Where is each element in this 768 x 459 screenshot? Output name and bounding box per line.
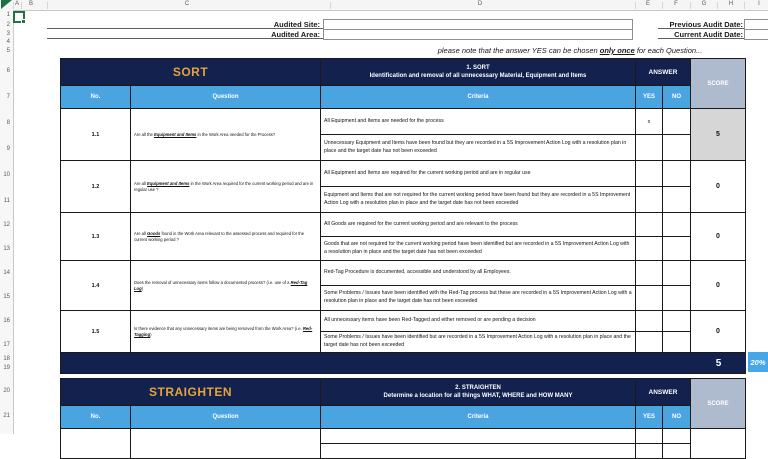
question-cell: Are all the Equipment and Items in the Work Area needed for the Process? [131, 109, 321, 161]
select-all-corner-icon[interactable] [1, 0, 12, 9]
row-header-21[interactable]: 21 [3, 413, 10, 419]
criteria-column-header: Criteria [321, 86, 636, 109]
row-header-4[interactable]: 4 [6, 39, 10, 45]
row-header-7[interactable]: 7 [6, 94, 10, 100]
current-audit-date-label: Current Audit Date: [674, 30, 743, 39]
no-answer-cell[interactable] [663, 311, 691, 332]
question-number: 1.3 [61, 213, 131, 261]
column-divider [47, 2, 48, 9]
criteria-cell: All unnecessary items have been Red-Tagged and either removed or are pending a decision [321, 311, 636, 332]
yes-answer-cell[interactable] [636, 429, 663, 444]
column-header-strip[interactable] [0, 0, 768, 11]
question-cell: Does the removal of unnecessary items follow a documented process? (i.e. use of a Red-Tag Log) [131, 261, 321, 311]
audited-area-label: Audited Area: [271, 30, 320, 39]
question-emphasis: Red-Tag Log [134, 279, 308, 291]
no-answer-cell[interactable] [663, 286, 691, 311]
question-row [61, 213, 746, 261]
yes-answer-cell[interactable] [636, 332, 663, 353]
note-emphasis: only once [599, 46, 635, 55]
section-subtitle-line1: 1. SORT [466, 64, 490, 71]
no-answer-cell[interactable] [663, 135, 691, 161]
column-header-e[interactable]: E [645, 1, 651, 7]
column-divider [21, 2, 22, 9]
row-header-20[interactable]: 20 [3, 388, 10, 394]
question-number: 1.4 [61, 261, 131, 311]
yes-answer-cell[interactable]: x [636, 109, 663, 135]
question-emphasis: Goods [147, 230, 161, 236]
row-header-12[interactable]: 12 [3, 222, 10, 228]
column-header-a[interactable]: A [14, 1, 20, 7]
column-header-f[interactable]: F [674, 1, 678, 7]
question-row [61, 161, 746, 213]
question-column-header: Question [131, 86, 321, 109]
yes-answer-cell[interactable] [636, 286, 663, 311]
no-column-header: No. [61, 406, 131, 429]
column-divider [635, 2, 636, 9]
criteria-cell: All Equipment and Items are needed for the process [321, 109, 636, 135]
question-emphasis: Equipment and Items [147, 180, 190, 186]
no-answer-cell[interactable] [663, 237, 691, 261]
row-header-11[interactable]: 11 [3, 198, 10, 204]
no-answer-cell[interactable] [663, 332, 691, 353]
criteria-cell: Some Problems / Issues have been identified with the Red-Tag process but these are recorded in a 5S Improvement Action Log with a resolution plan in place and the target date has not been exceeded [321, 286, 636, 311]
column-divider [13, 2, 14, 9]
column-divider [662, 2, 663, 9]
row-header-16[interactable]: 16 [3, 318, 10, 324]
sort-header [61, 59, 746, 109]
row-number-gutter[interactable] [0, 10, 14, 434]
row-header-3[interactable]: 3 [6, 31, 10, 37]
question-cell: Are all Equipment and Items in the Work Area required for the current working period and are in regular use ? [131, 161, 321, 213]
row-header-10[interactable]: 10 [3, 172, 10, 178]
row-header-15[interactable]: 15 [3, 294, 10, 300]
column-header-i[interactable]: I [758, 1, 760, 7]
section-subtitle [321, 379, 636, 406]
yes-answer-cell[interactable] [636, 187, 663, 213]
no-answer-column-header: NO [663, 406, 691, 429]
yes-column-header: YES [636, 86, 663, 109]
sort-percent-badge: 20% [748, 352, 768, 372]
score-cell: 0 [691, 213, 746, 261]
section-subtitle-line2: Identification and removal of all unnecessary Material, Equipment and Items [369, 73, 587, 79]
row-header-19[interactable]: 19 [3, 365, 10, 371]
audited-site-label: Audited Site: [273, 20, 320, 29]
section-subtitle [321, 59, 636, 86]
question-number: 1.5 [61, 311, 131, 353]
yes-column-header: YES [636, 406, 663, 429]
question-row [61, 109, 746, 161]
answer-header: ANSWER [636, 59, 691, 86]
straighten-header [61, 379, 746, 429]
score-cell: 0 [691, 161, 746, 213]
section-subtitle-line1: 2. STRAIGHTEN [455, 384, 501, 391]
row-header-17[interactable]: 17 [3, 342, 10, 348]
score-header: SCORE [691, 379, 746, 429]
row-header-6[interactable]: 6 [6, 68, 10, 74]
column-divider [744, 2, 745, 9]
audited-area-input[interactable] [323, 29, 633, 40]
no-answer-cell[interactable] [663, 109, 691, 135]
yes-answer-cell[interactable] [636, 261, 663, 286]
row-header-13[interactable]: 13 [3, 246, 10, 252]
answer-header: ANSWER [636, 379, 691, 406]
row-header-2[interactable]: 2 [6, 22, 10, 28]
section-subtitle-line2: Determine a location for all things WHAT, WHERE and HOW MANY [383, 393, 573, 399]
question-row [61, 261, 746, 311]
score-cell: 0 [691, 261, 746, 311]
row-header-9[interactable]: 9 [6, 146, 10, 152]
section-title: STRAIGHTEN [61, 379, 321, 406]
criteria-column-header: Criteria [321, 406, 636, 429]
no-answer-cell[interactable] [663, 161, 691, 187]
yes-answer-cell[interactable] [636, 213, 663, 237]
criteria-cell [321, 444, 636, 459]
question-cell: Is there evidence that any unnecessary items are being removed from the Work Area? (i.e. Red-Tagging) [131, 311, 321, 353]
previous-audit-date-label: Previous Audit Date: [669, 20, 743, 29]
question-cell: Are all Goods found in the Work Area relevant to the assessed process and required for the current working period ? [131, 213, 321, 261]
section-total-bar [61, 353, 746, 374]
question-number: 1.2 [61, 161, 131, 213]
column-header-d[interactable]: D [477, 1, 483, 7]
score-cell: 5 [691, 109, 746, 161]
criteria-cell: Equipment and Items that are not required for the current working period have been found but they are recorded in a 5S Improvement Action Log with a resolution plan in place and the target date has not been exceeded [321, 187, 636, 213]
column-divider [717, 2, 718, 9]
criteria-cell: All Equipment and Items are required for the current working period and are in regular use [321, 161, 636, 187]
audited-site-underline [47, 19, 323, 29]
section-title: SORT [61, 59, 321, 86]
criteria-cell: Goods that are not required for the current working period have been identified but are recorded in a 5S Improvement Action Log with a resolution plan in place and the target date has not been exceeded [321, 237, 636, 261]
criteria-cell: Red-Tag Procedure is documented, accessible and understood by all Employees. [321, 261, 636, 286]
column-divider [330, 2, 331, 9]
question-row [61, 311, 746, 353]
row-header-14[interactable]: 14 [3, 270, 10, 276]
criteria-cell: Some Problems / Issues have been identified but are recorded in a 5S Improvement Action Log with a resolution plan in place and the target date has not been exceeded [321, 332, 636, 353]
yes-answer-cell[interactable] [636, 237, 663, 261]
no-column-header: No. [61, 86, 131, 109]
straighten-section-table [60, 378, 746, 459]
question-emphasis: Red-Tagging [134, 325, 313, 337]
score-header: SCORE [691, 59, 746, 109]
yes-answer-cell[interactable] [636, 135, 663, 161]
criteria-cell [321, 429, 636, 444]
row-header-8[interactable]: 8 [6, 120, 10, 126]
question-column-header: Question [131, 406, 321, 429]
no-answer-cell[interactable] [663, 213, 691, 237]
yes-answer-cell[interactable] [636, 444, 663, 459]
yes-answer-cell[interactable] [636, 161, 663, 187]
audited-area-underline [47, 29, 323, 39]
yes-answer-cell[interactable] [636, 311, 663, 332]
row-header-18[interactable]: 18 [3, 356, 10, 362]
criteria-cell: All Goods are required for the current working period and are relevant to the process [321, 213, 636, 237]
row-header-5[interactable]: 5 [6, 48, 10, 54]
column-header-g[interactable]: G [701, 1, 707, 7]
no-answer-cell[interactable] [663, 429, 691, 444]
no-answer-cell[interactable] [663, 187, 691, 213]
column-divider [690, 2, 691, 9]
question-number: 1.1 [61, 109, 131, 161]
yes-once-note: please note that the answer YES can be chosen only once for each Question... [437, 46, 703, 55]
score-cell: 0 [691, 311, 746, 353]
no-answer-column-header: NO [663, 86, 691, 109]
no-answer-cell[interactable] [663, 261, 691, 286]
column-header-b[interactable]: B [28, 1, 34, 7]
row-header-1[interactable]: 1 [6, 12, 10, 18]
section-total-score: 5 [715, 357, 722, 369]
current-audit-date-input[interactable] [744, 29, 768, 40]
question-emphasis: Equipment and Items [154, 131, 197, 137]
sort-section-table [60, 58, 746, 374]
column-header-h[interactable]: H [728, 1, 734, 7]
criteria-cell: Unnecessary Equipment and Items have been found but they are recorded in a 5S Improvement Action Log with a resolution plan in place and the target date has not been exceeded [321, 135, 636, 161]
no-answer-cell[interactable] [663, 444, 691, 459]
column-header-c[interactable]: C [184, 1, 190, 7]
